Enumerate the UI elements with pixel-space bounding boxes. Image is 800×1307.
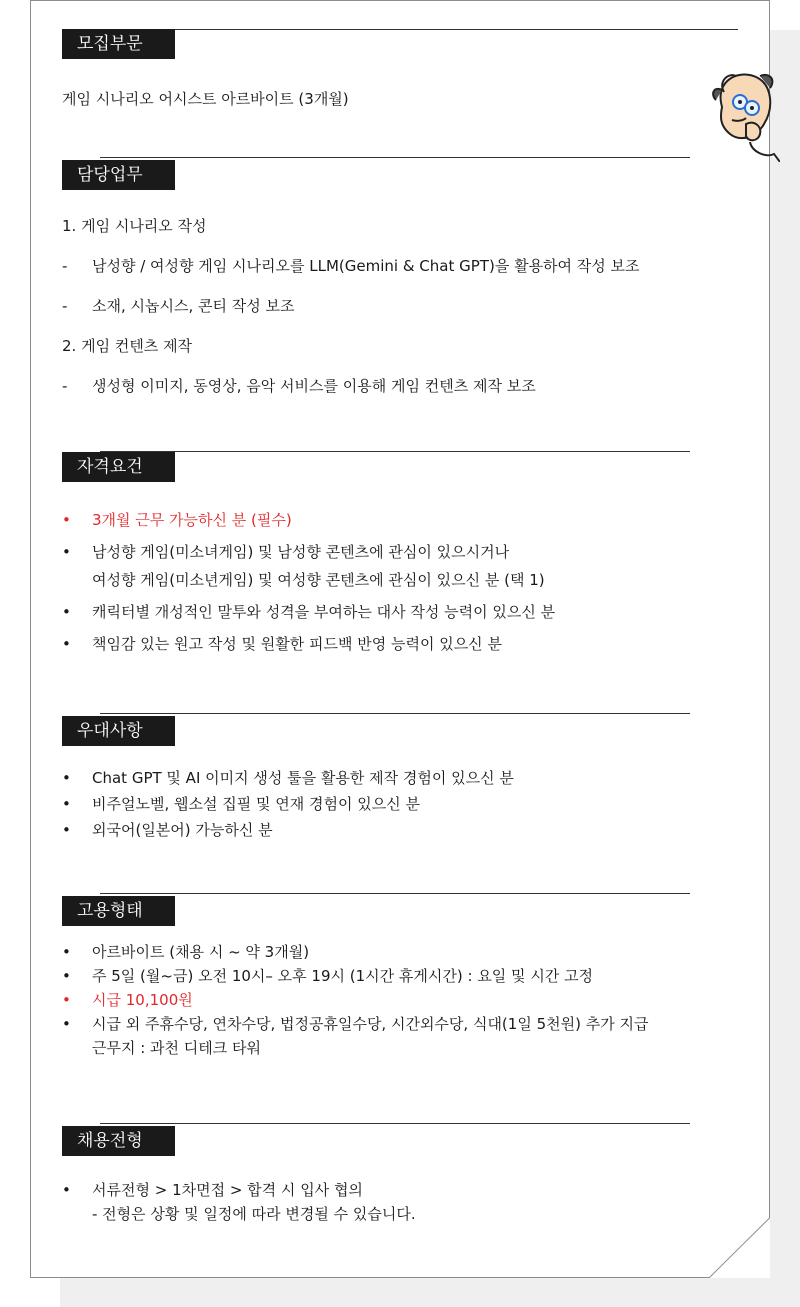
employment-workplace: 근무지 : 과천 디테크 타워 — [92, 1039, 262, 1057]
section-process — [62, 1126, 692, 1224]
section-tag-preferred: 우대사항 — [62, 716, 175, 746]
preferred-item: • Chat GPT 및 AI 이미지 생성 툴을 활용한 제작 경험이 있으신 분 — [62, 769, 514, 787]
preferred-item: • 비주얼노벨, 웹소설 집필 및 연재 경험이 있으신 분 — [62, 795, 420, 813]
professor-mascot-icon — [700, 62, 780, 162]
section-rule-duties — [100, 157, 690, 158]
duty-heading-1: 1. 게임 시나리오 작성 — [62, 217, 207, 235]
process-note: - 전형은 상황 및 일정에 따라 변경될 수 있습니다. — [92, 1205, 416, 1223]
employment-item-wage: • 시급 10,100원 — [62, 991, 193, 1009]
section-employment — [62, 896, 692, 1058]
duty-heading-2: 2. 게임 컨텐츠 제작 — [62, 337, 193, 355]
duty-item: - 생성형 이미지, 동영상, 음악 서비스를 이용해 게임 컨텐츠 제작 보조 — [62, 377, 536, 395]
section-preferred — [62, 716, 692, 840]
qualification-item: • 캐릭터별 개성적인 말투와 성격을 부여하는 대사 작성 능력이 있으신 분 — [62, 603, 556, 621]
qualification-item-continued: 여성향 게임(미소년게임) 및 여성향 콘텐츠에 관심이 있으신 분 (택 1) — [92, 571, 545, 589]
section-tag-employment: 고용형태 — [62, 896, 175, 926]
employment-item: • 아르바이트 (채용 시 ~ 약 3개월) — [62, 943, 310, 961]
section-rule-preferred — [100, 713, 690, 714]
process-item: • 서류전형 > 1차면접 > 합격 시 입사 협의 — [62, 1181, 363, 1199]
section-rule-process — [100, 1123, 690, 1124]
duty-item: - 소재, 시놉시스, 콘티 작성 보조 — [62, 297, 295, 315]
duty-item: - 남성향 / 여성향 게임 시나리오를 LLM(Gemini & Chat GPT)을 활용하여 작성 보조 — [62, 257, 640, 275]
employment-item: • 시급 외 주휴수당, 연차수당, 법정공휴일수당, 시간외수당, 식대(1일 5천원) 추가 지급 — [62, 1015, 649, 1033]
preferred-item: • 외국어(일본어) 가능하신 분 — [62, 821, 273, 839]
qualification-item-required: • 3개월 근무 가능하신 분 (필수) — [62, 511, 292, 529]
qualification-item: • 책임감 있는 원고 작성 및 원활한 피드백 반영 능력이 있으신 분 — [62, 635, 502, 653]
section-recruit — [62, 29, 692, 109]
section-tag-recruit: 모집부문 — [62, 29, 175, 59]
employment-item: • 주 5일 (월~금) 오전 10시– 오후 19시 (1시간 휴게시간) : 요일 및 시간 고정 — [62, 967, 594, 985]
section-duties — [62, 160, 692, 396]
qualification-item: • 남성향 게임(미소녀게임) 및 남성향 콘텐츠에 관심이 있으시거나 — [62, 543, 510, 561]
recruit-text: 게임 시나리오 어시스트 아르바이트 (3개월) — [62, 90, 349, 108]
section-tag-duties: 담당업무 — [62, 160, 175, 190]
section-tag-process: 채용전형 — [62, 1126, 175, 1156]
section-qualifications — [62, 452, 692, 654]
section-rule-employment — [100, 893, 690, 894]
section-tag-qualifications: 자격요건 — [62, 452, 175, 482]
